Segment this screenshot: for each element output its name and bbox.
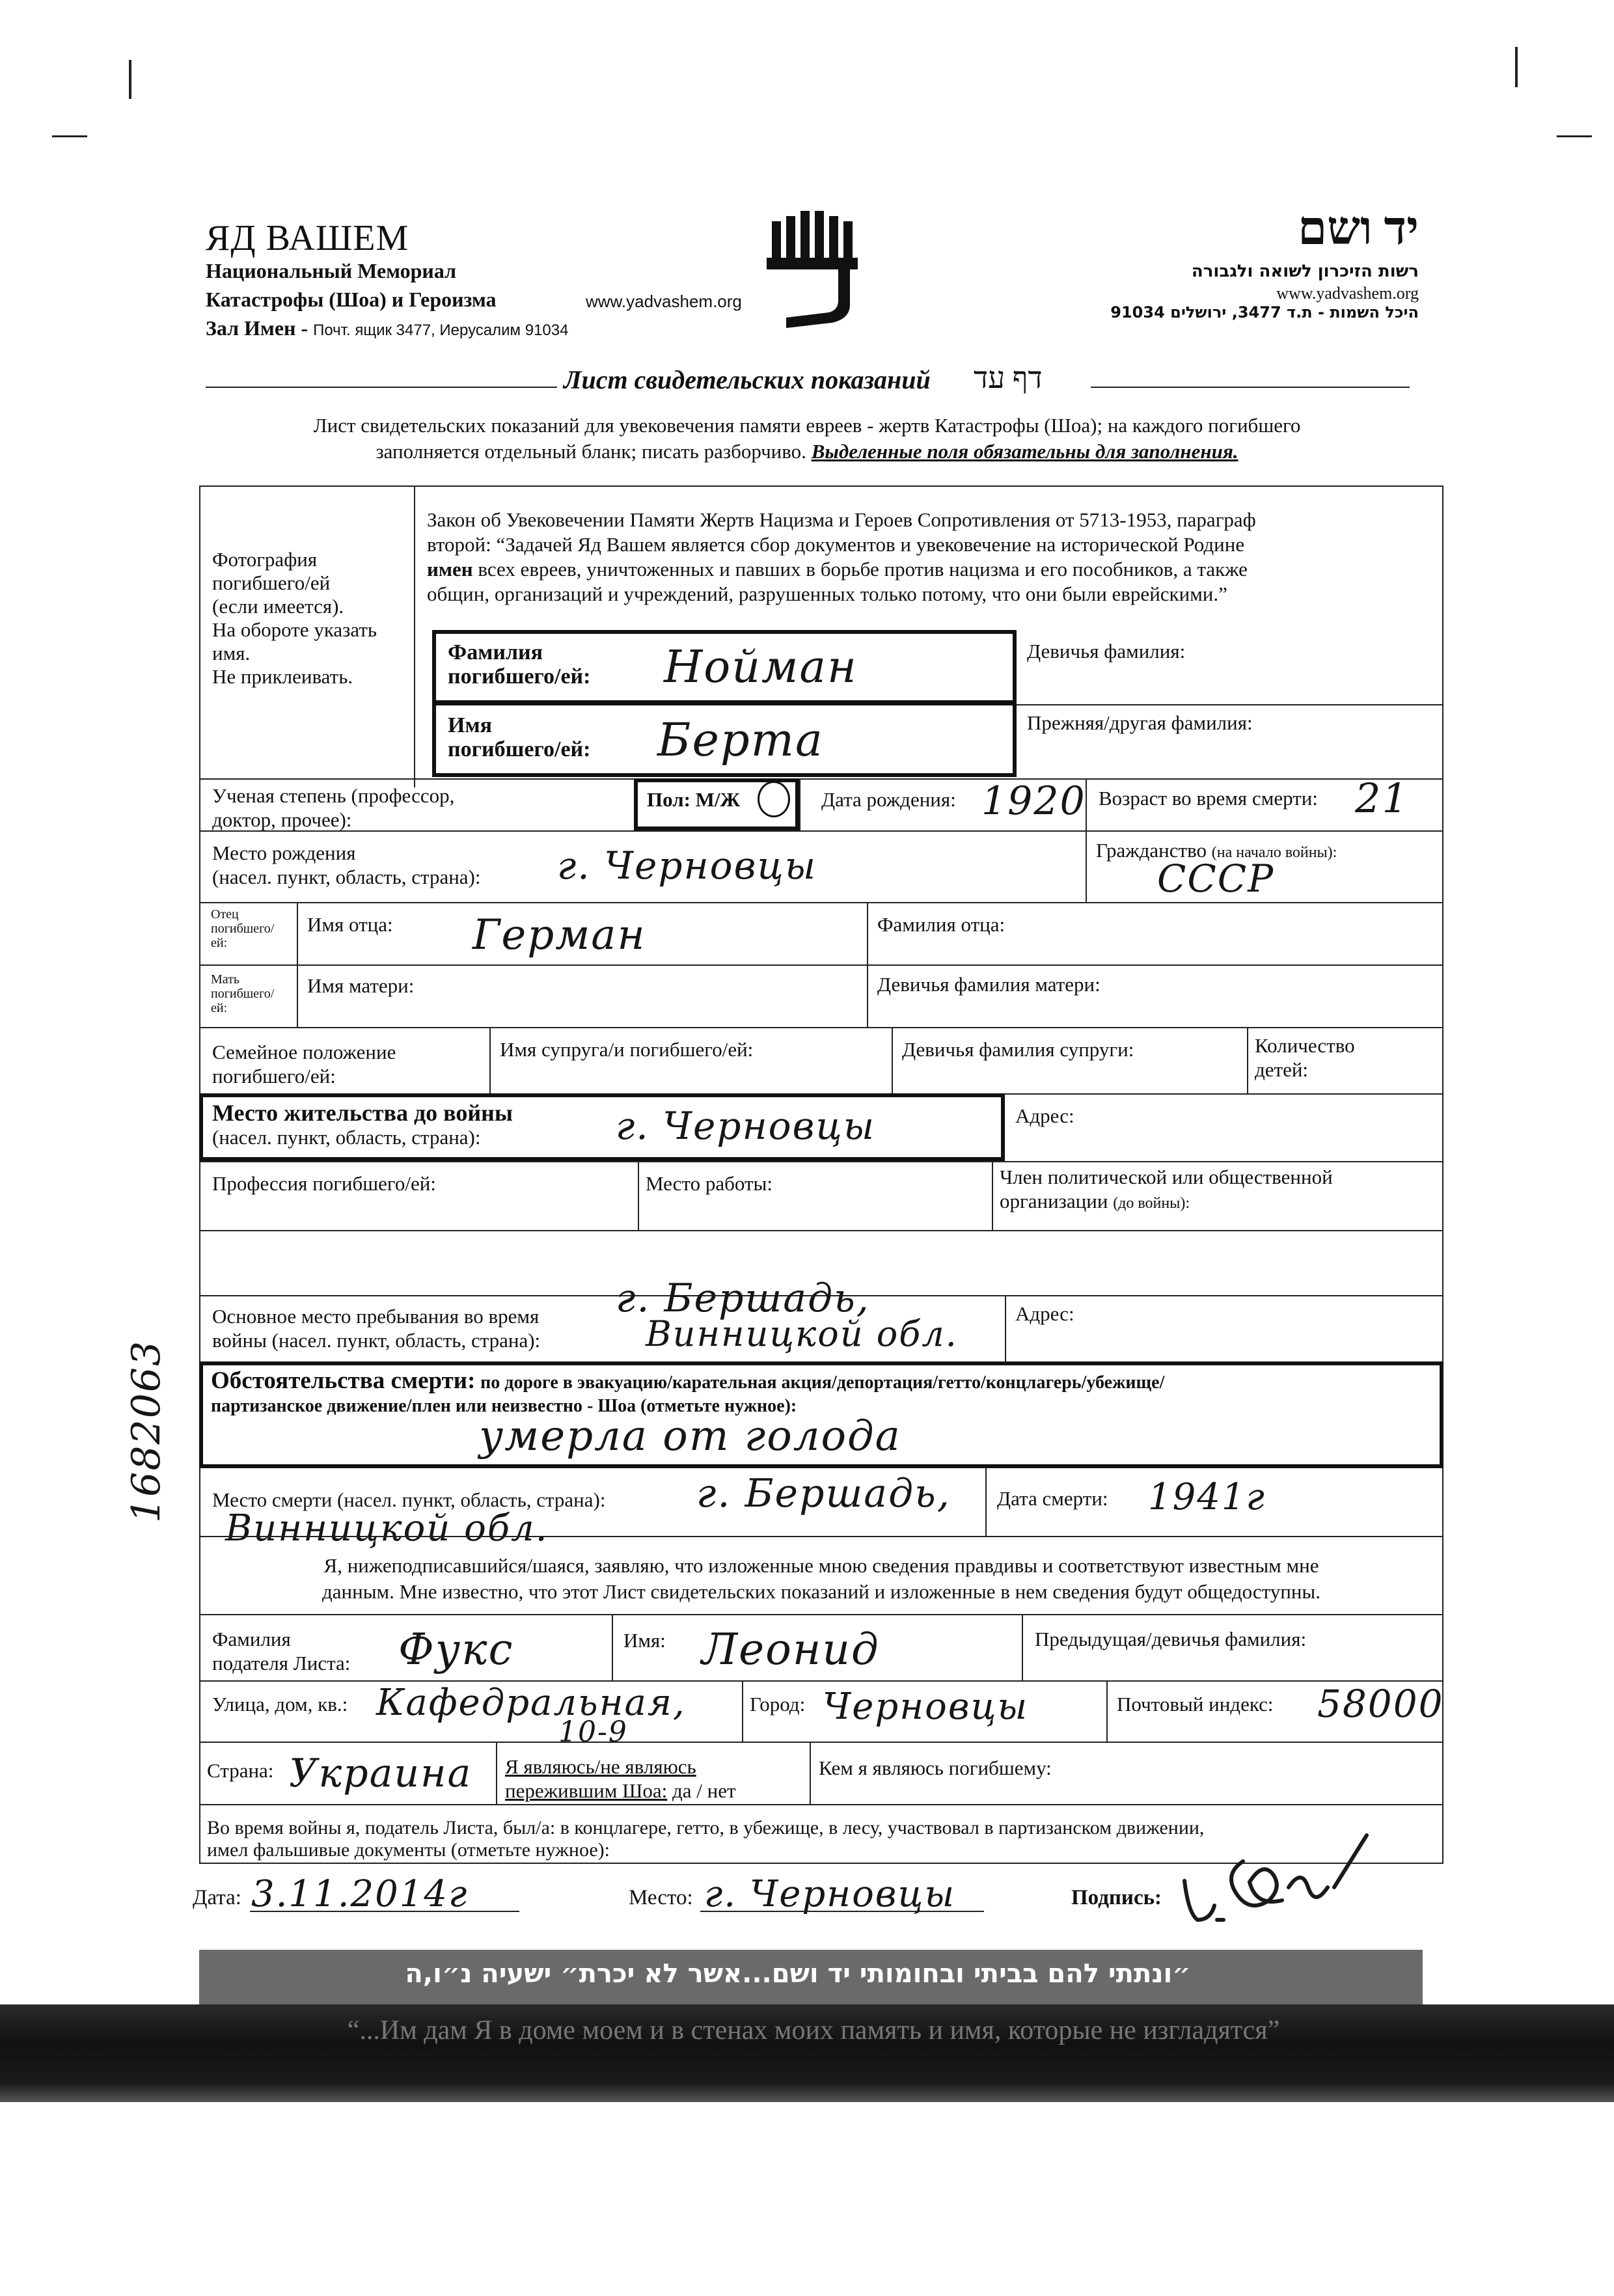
col-line: [810, 1742, 811, 1804]
submitter-prev-surname-label: Предыдущая/девичья фамилия:: [1035, 1628, 1307, 1650]
label-line: Семейное положение: [212, 1041, 396, 1063]
org-line-3-bold: Зал Имен -: [206, 316, 308, 340]
label-line: Количество: [1255, 1034, 1355, 1057]
label-line: подателя Листа:: [212, 1652, 351, 1674]
place-label: Место:: [629, 1886, 693, 1909]
row-line: [199, 1161, 1443, 1162]
margin-archive-number: 1682063: [124, 1339, 169, 1523]
victim-name-label: [448, 713, 590, 761]
yad-vashem-logo: [767, 207, 864, 331]
photo-box-line: (если имеется).: [212, 595, 344, 618]
submitter-name-value: Леонид: [702, 1624, 880, 1674]
label-line: (насел. пункт, область, страна):: [212, 866, 481, 888]
marital-status-label: [212, 1040, 396, 1088]
banner-hebrew: ״ונתתי להם בביתי ובחומותי יד ושם...אשר לא יכרת״ ישעיה נ״ו,ה: [405, 1959, 1191, 1989]
label-line: погибшего/ей:: [212, 1065, 336, 1087]
col-line: [1247, 1027, 1248, 1093]
label-rest: по дороге в эвакуацию/карательная акция/депортация/гетто/концлагерь/убежище/: [480, 1373, 1165, 1393]
label-line: детей:: [1255, 1058, 1309, 1081]
submitter-surname-value: Фукс: [398, 1624, 514, 1674]
label-line: Член политической или общественной: [1000, 1166, 1333, 1188]
membership-label: [1000, 1165, 1333, 1216]
label-bold: Обстоятельства смерти:: [211, 1367, 476, 1394]
street-value-2: 10-9: [558, 1715, 628, 1749]
label-line: погибшего/ей:: [448, 737, 591, 761]
mother-maiden-label: Девичья фамилия матери:: [877, 973, 1101, 996]
children-count-label: [1255, 1033, 1355, 1082]
birthplace-label: [212, 841, 481, 889]
declaration-text: [199, 1553, 1443, 1605]
banner-russian: “...Им дам Я в доме моем и в стенах моих память и имя, которые не изгладятся”: [347, 2016, 1280, 2045]
intro-mandatory-note: Выделенные поля обязательны для заполнения.: [811, 440, 1238, 463]
date-value: 3.11.2014г: [251, 1873, 469, 1915]
degree-label: [212, 784, 454, 832]
label-text: пережившим Шоа:: [505, 1779, 668, 1802]
city-value: Черновцы: [823, 1686, 1029, 1728]
label-line: (насел. пункт, область, страна):: [212, 1126, 481, 1149]
date-label: Дата:: [193, 1886, 241, 1909]
label-text: организации: [1000, 1190, 1108, 1212]
row-line: [199, 1230, 1443, 1231]
label-line: доктор, прочее):: [212, 808, 352, 831]
row-line: [199, 1804, 1443, 1805]
law-bold: имен: [427, 558, 473, 581]
photo-box-line: Не приклеивать.: [212, 665, 353, 688]
org-name: ЯД ВАШЕМ: [206, 218, 409, 258]
death-place-value-2: Винницкой обл.: [225, 1507, 549, 1550]
label-line: Имя: [448, 713, 492, 737]
col-line: [892, 1027, 893, 1093]
victim-surname-value: Нойман: [664, 642, 858, 693]
wartime-place-value-2: Винницкой обл.: [646, 1313, 958, 1354]
photo-box-line: погибшего/ей: [212, 571, 331, 594]
label-line: партизанское движение/плен или неизвестно - Шоа (отметьте нужное):: [211, 1396, 797, 1416]
survivor-options[interactable]: да / нет: [672, 1779, 736, 1802]
street-value-1: Кафедральная,: [376, 1682, 686, 1724]
label-line: ей:: [211, 1001, 228, 1015]
label-line: Я являюсь/не являюсь: [505, 1755, 696, 1778]
row-line: [199, 964, 1443, 966]
row-line: [199, 830, 1443, 832]
intro-line-1: Лист свидетельских показаний для увековечения памяти евреев - жертв Катастрофы (Шоа); на каждого погибшего: [313, 414, 1301, 437]
col-line: [496, 1742, 497, 1804]
survivor-label: [505, 1755, 736, 1803]
photo-box-line: На обороте указать: [212, 618, 377, 641]
birthdate-label: Дата рождения:: [821, 788, 956, 811]
sex-circle-mark: [758, 781, 790, 817]
label-line: [505, 1779, 736, 1803]
law-line: второй: “Задачей Яд Вашем является сбор документов и увековечение на исторической Родине: [427, 533, 1245, 556]
zip-value: 58000: [1317, 1682, 1444, 1726]
workplace-label: Место работы:: [646, 1172, 773, 1195]
org-line-3-rest: Почт. ящик 3477, Иерусалим 91034: [313, 321, 569, 339]
circumstances-value: умерла от голода: [479, 1412, 901, 1460]
spouse-maiden-label: Девичья фамилия супруги:: [902, 1038, 1134, 1061]
col-line: [985, 1468, 987, 1536]
col-line: [489, 1027, 491, 1093]
website-left: www.yadvashem.org: [586, 292, 742, 311]
col-line: [638, 1161, 639, 1230]
label-line: Отец: [211, 907, 239, 922]
label-line: ей:: [211, 936, 228, 950]
intro-line-2-text: заполняется отдельный бланк; писать разборчиво.: [376, 440, 806, 463]
col-line: [612, 1614, 613, 1680]
victim-other-surname-label: Прежняя/другая фамилия:: [1027, 711, 1253, 734]
mother-name-label: Имя матери:: [307, 974, 415, 997]
mother-side-label: [211, 972, 274, 1015]
father-side-label: [211, 907, 274, 950]
col-line: [1022, 1614, 1023, 1680]
label-line: Ученая степень (профессор,: [212, 784, 455, 807]
citizenship-value: СССР: [1157, 856, 1275, 901]
label-line: Мать: [211, 972, 240, 987]
crop-mark: [1515, 47, 1518, 87]
wartime-place-label: [212, 1304, 540, 1352]
death-date-value: 1941г: [1148, 1476, 1266, 1518]
label-line: Место рождения: [212, 841, 356, 864]
label-line: погибшего/: [211, 987, 275, 1001]
place-underline: [700, 1911, 984, 1912]
date-underline: [250, 1911, 519, 1912]
row-line: [199, 1536, 1443, 1537]
label-line: Фамилия: [448, 640, 543, 664]
spouse-name-label: Имя супруга/и погибшего/ей:: [500, 1038, 754, 1061]
row-line: [199, 1614, 1443, 1615]
label-line: [1000, 1189, 1333, 1216]
country-label: Страна:: [207, 1759, 274, 1782]
sex-label: Пол: М/Ж: [647, 788, 741, 811]
city-label: Город:: [750, 1693, 806, 1715]
row-line: [199, 902, 1443, 903]
profession-label: Профессия погибшего/ей:: [212, 1172, 436, 1195]
death-date-label: Дата смерти:: [997, 1487, 1108, 1510]
law-line: общин, организаций и учреждений, разрушенных только потому, что они были еврейскими.”: [427, 582, 1227, 605]
age-label: Возраст во время смерти:: [1099, 787, 1318, 810]
victim-name-value: Берта: [657, 713, 824, 767]
hebrew-line-2: היכל השמות - ת.ד 3477, ירושלים 91034: [1110, 303, 1419, 321]
website-right: www.yadvashem.org: [1276, 284, 1419, 303]
victim-maiden-label: Девичья фамилия:: [1027, 640, 1186, 663]
law-rest: всех евреев, уничтоженных и павших в борьбе против нацизма и его пособников, а также: [478, 558, 1248, 581]
age-value: 21: [1355, 774, 1409, 822]
relation-label: Кем я являюсь погибшему:: [819, 1756, 1052, 1779]
law-line: [427, 557, 1429, 582]
col-line: [799, 778, 800, 830]
form-title-hebrew: דף עד: [974, 361, 1043, 394]
label-note: (на начало войны):: [1211, 844, 1337, 861]
label-text: Гражданство: [1096, 839, 1207, 862]
row-line: [1017, 704, 1443, 705]
zip-label: Почтовый индекс:: [1117, 1693, 1274, 1715]
label-line: имел фальшивые документы (отметьте нужное):: [207, 1839, 610, 1861]
father-surname-label: Фамилия отца:: [877, 913, 1005, 936]
country-value: Украина: [289, 1751, 472, 1796]
death-place-value-1: г. Бершадь,: [696, 1471, 951, 1516]
birthdate-value: 1920: [981, 778, 1086, 824]
col-line: [1086, 778, 1087, 830]
signature-mark: [1171, 1822, 1380, 1933]
title-rule-right: [1091, 387, 1410, 388]
label-line: Фамилия: [212, 1628, 291, 1650]
col-line: [742, 1680, 743, 1742]
row-line: [199, 1742, 1443, 1743]
birthplace-value: г. Черновцы: [557, 843, 817, 888]
law-text: [427, 508, 1429, 607]
crop-mark: [52, 135, 87, 137]
photo-box: [212, 548, 407, 689]
label-line: погибшего/: [211, 922, 275, 936]
father-name-value: Герман: [472, 911, 646, 959]
hebrew-line-1: רשות הזיכרון לשואה ולגבורה: [1191, 262, 1419, 281]
death-place-label: Место смерти (насел. пункт, область, страна):: [212, 1488, 606, 1511]
org-line-2: Катастрофы (Шоа) и Героизма: [206, 288, 497, 311]
hebrew-title: יד ושם: [1298, 202, 1419, 254]
row-line: [199, 778, 1443, 780]
title-rule-left: [206, 387, 557, 388]
col-line: [1086, 830, 1087, 902]
label-line: [211, 1369, 1434, 1395]
residence-label: [212, 1101, 513, 1149]
crop-mark: [129, 60, 131, 99]
label-line: Место жительства до войны: [212, 1100, 513, 1126]
submitter-surname-label: [212, 1627, 350, 1675]
form-title: Лист свидетельских показаний: [564, 365, 931, 394]
place-value: г. Черновцы: [704, 1873, 956, 1915]
wartime-address-label: Адрес:: [1015, 1302, 1074, 1325]
circumstances-label: [211, 1369, 1434, 1418]
photo-box-divider: [414, 485, 415, 787]
intro-line-2: [0, 440, 1614, 463]
label-note: (до войны):: [1113, 1195, 1190, 1212]
signature-label: Подпись:: [1071, 1886, 1162, 1909]
col-line: [1106, 1680, 1108, 1742]
declaration-line: Я, нижеподписавшийся/шаяся, заявляю, что изложенные мною сведения правдивы и соответствуют известным мне: [323, 1554, 1319, 1577]
father-name-label: Имя отца:: [307, 913, 393, 936]
photo-box-line: Фотография: [212, 548, 318, 571]
label-line: войны (насел. пункт, область, страна):: [212, 1329, 541, 1352]
declaration-line: данным. Мне известно, что этот Лист свидетельских показаний и изложенные в нем сведения будут общедоступны.: [321, 1580, 1321, 1603]
org-line-3: [206, 316, 568, 340]
crop-mark: [1557, 135, 1592, 137]
org-line-1: Национальный Мемориал: [206, 259, 457, 282]
col-line: [992, 1161, 993, 1230]
wartime-place-value-1: г. Бершадь,: [616, 1276, 870, 1321]
law-line: Закон об Увековечении Памяти Жертв Нацизма и Героев Сопротивления от 5713-1953, параграф: [427, 508, 1256, 531]
victim-surname-label: [448, 640, 590, 689]
residence-address-label: Адрес:: [1015, 1104, 1074, 1127]
residence-value: г. Черновцы: [616, 1104, 876, 1148]
street-label: Улица, дом, кв.:: [212, 1693, 348, 1715]
row-line: [199, 1027, 1443, 1028]
label-line: Во время войны я, податель Листа, был/а: в концлагере, гетто, в убежище, в лесу, участвовал в партизанском движении,: [207, 1817, 1205, 1838]
label-line: погибшего/ей:: [448, 664, 591, 689]
col-line: [1005, 1295, 1006, 1364]
submitter-name-label: Имя:: [623, 1629, 666, 1652]
photo-box-line: имя.: [212, 642, 251, 664]
label-line: Основное место пребывания во время: [212, 1305, 540, 1328]
